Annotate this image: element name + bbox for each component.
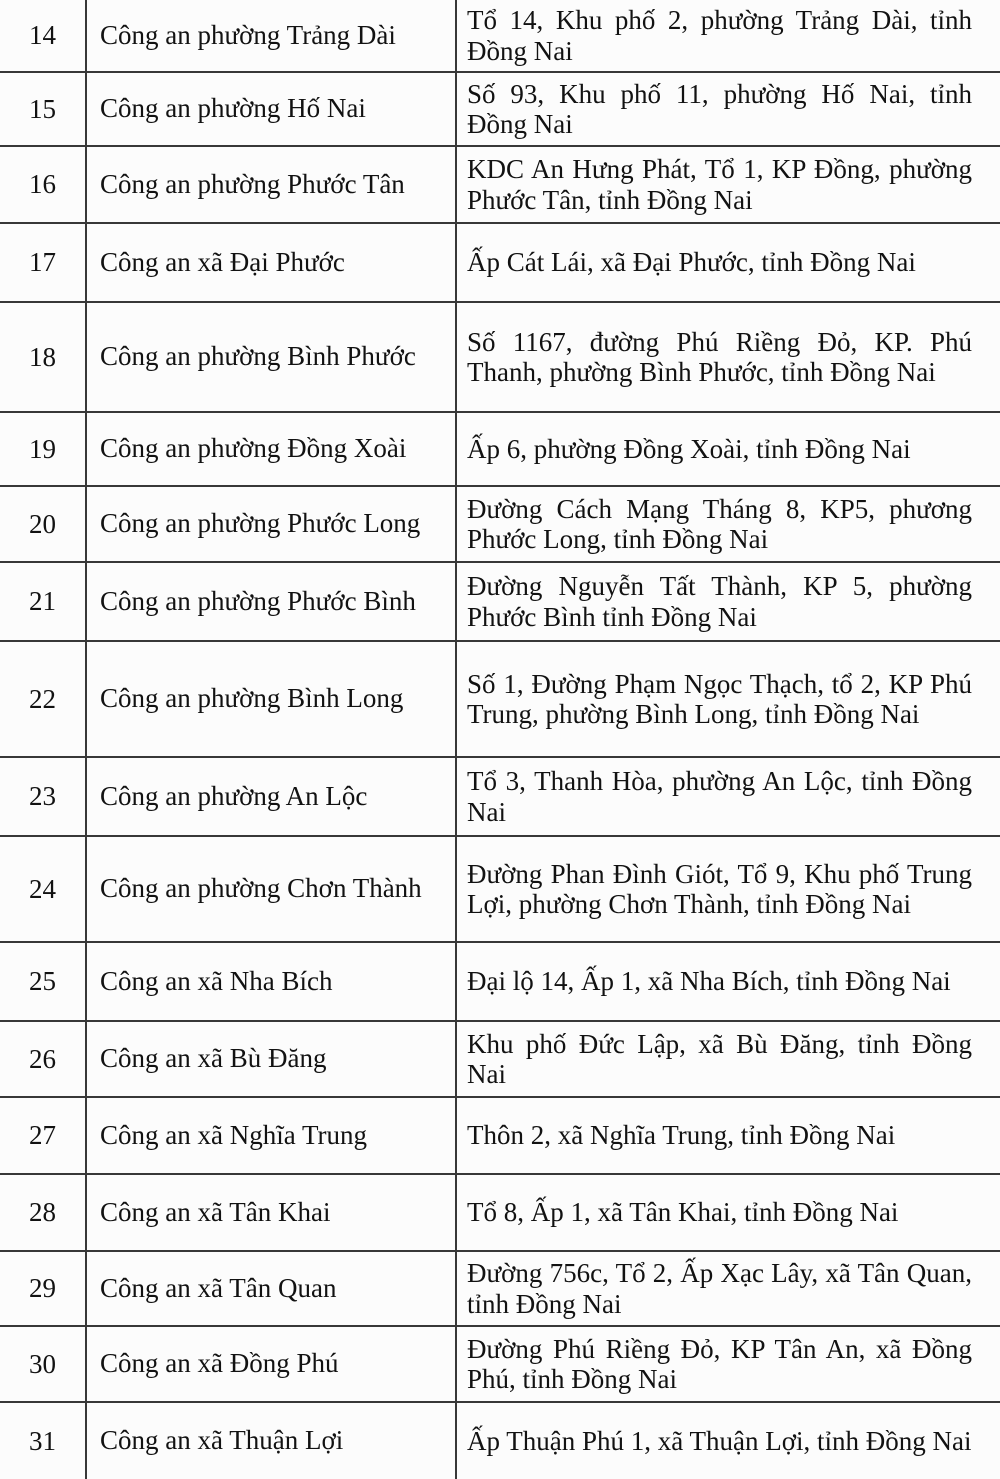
unit-name-cell bbox=[87, 943, 457, 1020]
unit-address-cell bbox=[457, 1098, 1000, 1173]
unit-address: Đường 756c, Tổ 2, Ấp Xạc Lây, xã Tân Quan, tỉnh Đồng Nai bbox=[467, 1258, 972, 1319]
unit-name-cell bbox=[87, 1327, 457, 1401]
row-number: 23 bbox=[29, 781, 56, 811]
row-number-cell bbox=[0, 0, 87, 71]
table-row bbox=[0, 224, 1000, 303]
unit-name-cell bbox=[87, 413, 457, 485]
unit-address-cell bbox=[457, 563, 1000, 640]
unit-name: Công an xã Tân Quan bbox=[100, 1272, 337, 1303]
unit-address-cell bbox=[457, 1403, 1000, 1479]
row-number-cell bbox=[0, 147, 87, 222]
unit-name-cell bbox=[87, 1022, 457, 1096]
row-number-cell bbox=[0, 1403, 87, 1479]
row-number-cell bbox=[0, 563, 87, 640]
row-number: 14 bbox=[29, 20, 56, 50]
table-row bbox=[0, 147, 1000, 224]
unit-name-cell bbox=[87, 1252, 457, 1325]
row-number-cell bbox=[0, 758, 87, 835]
unit-name-cell bbox=[87, 1175, 457, 1250]
unit-name-cell bbox=[87, 0, 457, 71]
row-number-cell bbox=[0, 487, 87, 561]
table-row bbox=[0, 563, 1000, 642]
unit-address-cell bbox=[457, 1175, 1000, 1250]
row-number-cell bbox=[0, 1022, 87, 1096]
unit-name: Công an phường Đồng Xoài bbox=[100, 433, 407, 464]
unit-name-cell bbox=[87, 147, 457, 222]
unit-address-cell bbox=[457, 303, 1000, 411]
row-number: 30 bbox=[29, 1348, 56, 1379]
unit-address-cell bbox=[457, 73, 1000, 145]
unit-name-cell bbox=[87, 73, 457, 145]
unit-name: Công an phường Trảng Dài bbox=[100, 19, 396, 50]
table-row bbox=[0, 758, 1000, 837]
unit-address: Số 1, Đường Phạm Ngọc Thạch, tổ 2, KP Phú Trung, phường Bình Long, tỉnh Đồng Nai bbox=[467, 668, 972, 729]
row-number-cell bbox=[0, 642, 87, 756]
row-number: 25 bbox=[29, 966, 56, 996]
unit-address-cell bbox=[457, 943, 1000, 1020]
unit-address: Số 1167, đường Phú Riềng Đỏ, KP. Phú Thanh, phường Bình Phước, tỉnh Đồng Nai bbox=[467, 326, 972, 387]
table-row bbox=[0, 1175, 1000, 1252]
unit-name-cell bbox=[87, 224, 457, 301]
unit-address-cell bbox=[457, 758, 1000, 835]
unit-name-cell bbox=[87, 642, 457, 756]
unit-address-cell bbox=[457, 1252, 1000, 1325]
table-row bbox=[0, 0, 1000, 73]
row-number: 17 bbox=[29, 247, 56, 277]
unit-name: Công an xã Nghĩa Trung bbox=[100, 1119, 368, 1150]
unit-address-cell bbox=[457, 837, 1000, 941]
unit-name-cell bbox=[87, 1403, 457, 1479]
row-number: 20 bbox=[29, 508, 56, 539]
row-number: 16 bbox=[29, 169, 56, 199]
row-number-cell bbox=[0, 837, 87, 941]
unit-name: Công an phường Phước Long bbox=[100, 508, 421, 539]
unit-address: Đại lộ 14, Ấp 1, xã Nha Bích, tỉnh Đồng Nai bbox=[467, 966, 951, 997]
table-row bbox=[0, 413, 1000, 487]
unit-address-cell bbox=[457, 642, 1000, 756]
row-number-cell bbox=[0, 1327, 87, 1401]
table-row bbox=[0, 837, 1000, 943]
row-number: 29 bbox=[29, 1273, 56, 1303]
unit-name: Công an phường An Lộc bbox=[100, 780, 368, 811]
table-row bbox=[0, 1022, 1000, 1098]
unit-address: Khu phố Đức Lập, xã Bù Đăng, tỉnh Đồng Nai bbox=[467, 1028, 972, 1089]
table-row bbox=[0, 642, 1000, 758]
unit-address-cell bbox=[457, 147, 1000, 222]
row-number-cell bbox=[0, 224, 87, 301]
unit-name: Công an phường Phước Tân bbox=[100, 168, 405, 199]
unit-name: Công an xã Đồng Phú bbox=[100, 1348, 339, 1379]
unit-address: Đường Cách Mạng Tháng 8, KP5, phương Phước Long, tỉnh Đồng Nai bbox=[467, 493, 972, 554]
row-number-cell bbox=[0, 303, 87, 411]
unit-name-cell bbox=[87, 758, 457, 835]
table-row bbox=[0, 1403, 1000, 1479]
unit-name: Công an phường Bình Phước bbox=[100, 341, 416, 372]
row-number-cell bbox=[0, 1175, 87, 1250]
row-number: 31 bbox=[29, 1425, 56, 1456]
table-row bbox=[0, 1327, 1000, 1403]
row-number-cell bbox=[0, 943, 87, 1020]
unit-name: Công an phường Chơn Thành bbox=[100, 873, 422, 904]
row-number-cell bbox=[0, 73, 87, 145]
unit-name-cell bbox=[87, 303, 457, 411]
unit-name: Công an phường Phước Bình bbox=[100, 585, 416, 616]
unit-address: Số 93, Khu phố 11, phường Hố Nai, tỉnh Đồng Nai bbox=[467, 78, 972, 139]
row-number: 21 bbox=[29, 586, 56, 616]
unit-address-cell bbox=[457, 224, 1000, 301]
unit-address: Đường Phan Đình Giót, Tổ 9, Khu phố Trung Lợi, phường Chơn Thành, tỉnh Đồng Nai bbox=[467, 858, 972, 919]
row-number: 26 bbox=[29, 1043, 56, 1074]
table-row bbox=[0, 1252, 1000, 1327]
unit-name: Công an xã Tân Khai bbox=[100, 1196, 331, 1227]
unit-name-cell bbox=[87, 837, 457, 941]
table-row bbox=[0, 487, 1000, 563]
unit-name: Công an phường Bình Long bbox=[100, 683, 404, 714]
row-number-cell bbox=[0, 413, 87, 485]
unit-name-cell bbox=[87, 563, 457, 640]
unit-address-cell bbox=[457, 1327, 1000, 1401]
row-number: 15 bbox=[29, 93, 56, 124]
unit-name: Công an xã Nha Bích bbox=[100, 965, 333, 996]
unit-name: Công an phường Hố Nai bbox=[100, 93, 366, 124]
row-number: 28 bbox=[29, 1197, 56, 1227]
unit-address-cell bbox=[457, 487, 1000, 561]
unit-name: Công an xã Thuận Lợi bbox=[100, 1425, 344, 1456]
unit-address-cell bbox=[457, 1022, 1000, 1096]
row-number: 19 bbox=[29, 433, 56, 464]
table-row bbox=[0, 303, 1000, 413]
unit-address: Đường Nguyễn Tất Thành, KP 5, phường Phước Bình tỉnh Đồng Nai bbox=[467, 571, 972, 632]
unit-address: Tổ 3, Thanh Hòa, phường An Lộc, tỉnh Đồng Nai bbox=[467, 766, 972, 827]
unit-address: Ấp 6, phường Đồng Xoài, tỉnh Đồng Nai bbox=[467, 433, 911, 464]
row-number: 22 bbox=[29, 683, 56, 714]
row-number: 18 bbox=[29, 341, 56, 372]
unit-address: Tổ 14, Khu phố 2, phường Trảng Dài, tỉnh Đồng Nai bbox=[467, 5, 972, 66]
unit-address: Đường Phú Riềng Đỏ, KP Tân An, xã Đồng Phú, tỉnh Đồng Nai bbox=[467, 1333, 972, 1394]
unit-name-cell bbox=[87, 1098, 457, 1173]
row-number: 24 bbox=[29, 873, 56, 904]
unit-address: Ấp Cát Lái, xã Đại Phước, tỉnh Đồng Nai bbox=[467, 247, 916, 278]
unit-address: Thôn 2, xã Nghĩa Trung, tỉnh Đồng Nai bbox=[467, 1120, 896, 1151]
unit-address-cell bbox=[457, 413, 1000, 485]
unit-name: Công an xã Đại Phước bbox=[100, 246, 345, 277]
row-number: 27 bbox=[29, 1120, 56, 1150]
table-row bbox=[0, 73, 1000, 147]
table-row bbox=[0, 1098, 1000, 1175]
unit-name: Công an xã Bù Đăng bbox=[100, 1043, 327, 1074]
unit-address: KDC An Hưng Phát, Tổ 1, KP Đồng, phường Phước Tân, tỉnh Đồng Nai bbox=[467, 154, 972, 215]
unit-name-cell bbox=[87, 487, 457, 561]
unit-address-cell bbox=[457, 0, 1000, 71]
unit-address: Ấp Thuận Phú 1, xã Thuận Lợi, tỉnh Đồng Nai bbox=[467, 1425, 972, 1456]
table-row bbox=[0, 943, 1000, 1022]
row-number-cell bbox=[0, 1098, 87, 1173]
unit-address: Tổ 8, Ấp 1, xã Tân Khai, tỉnh Đồng Nai bbox=[467, 1197, 899, 1228]
row-number-cell bbox=[0, 1252, 87, 1325]
